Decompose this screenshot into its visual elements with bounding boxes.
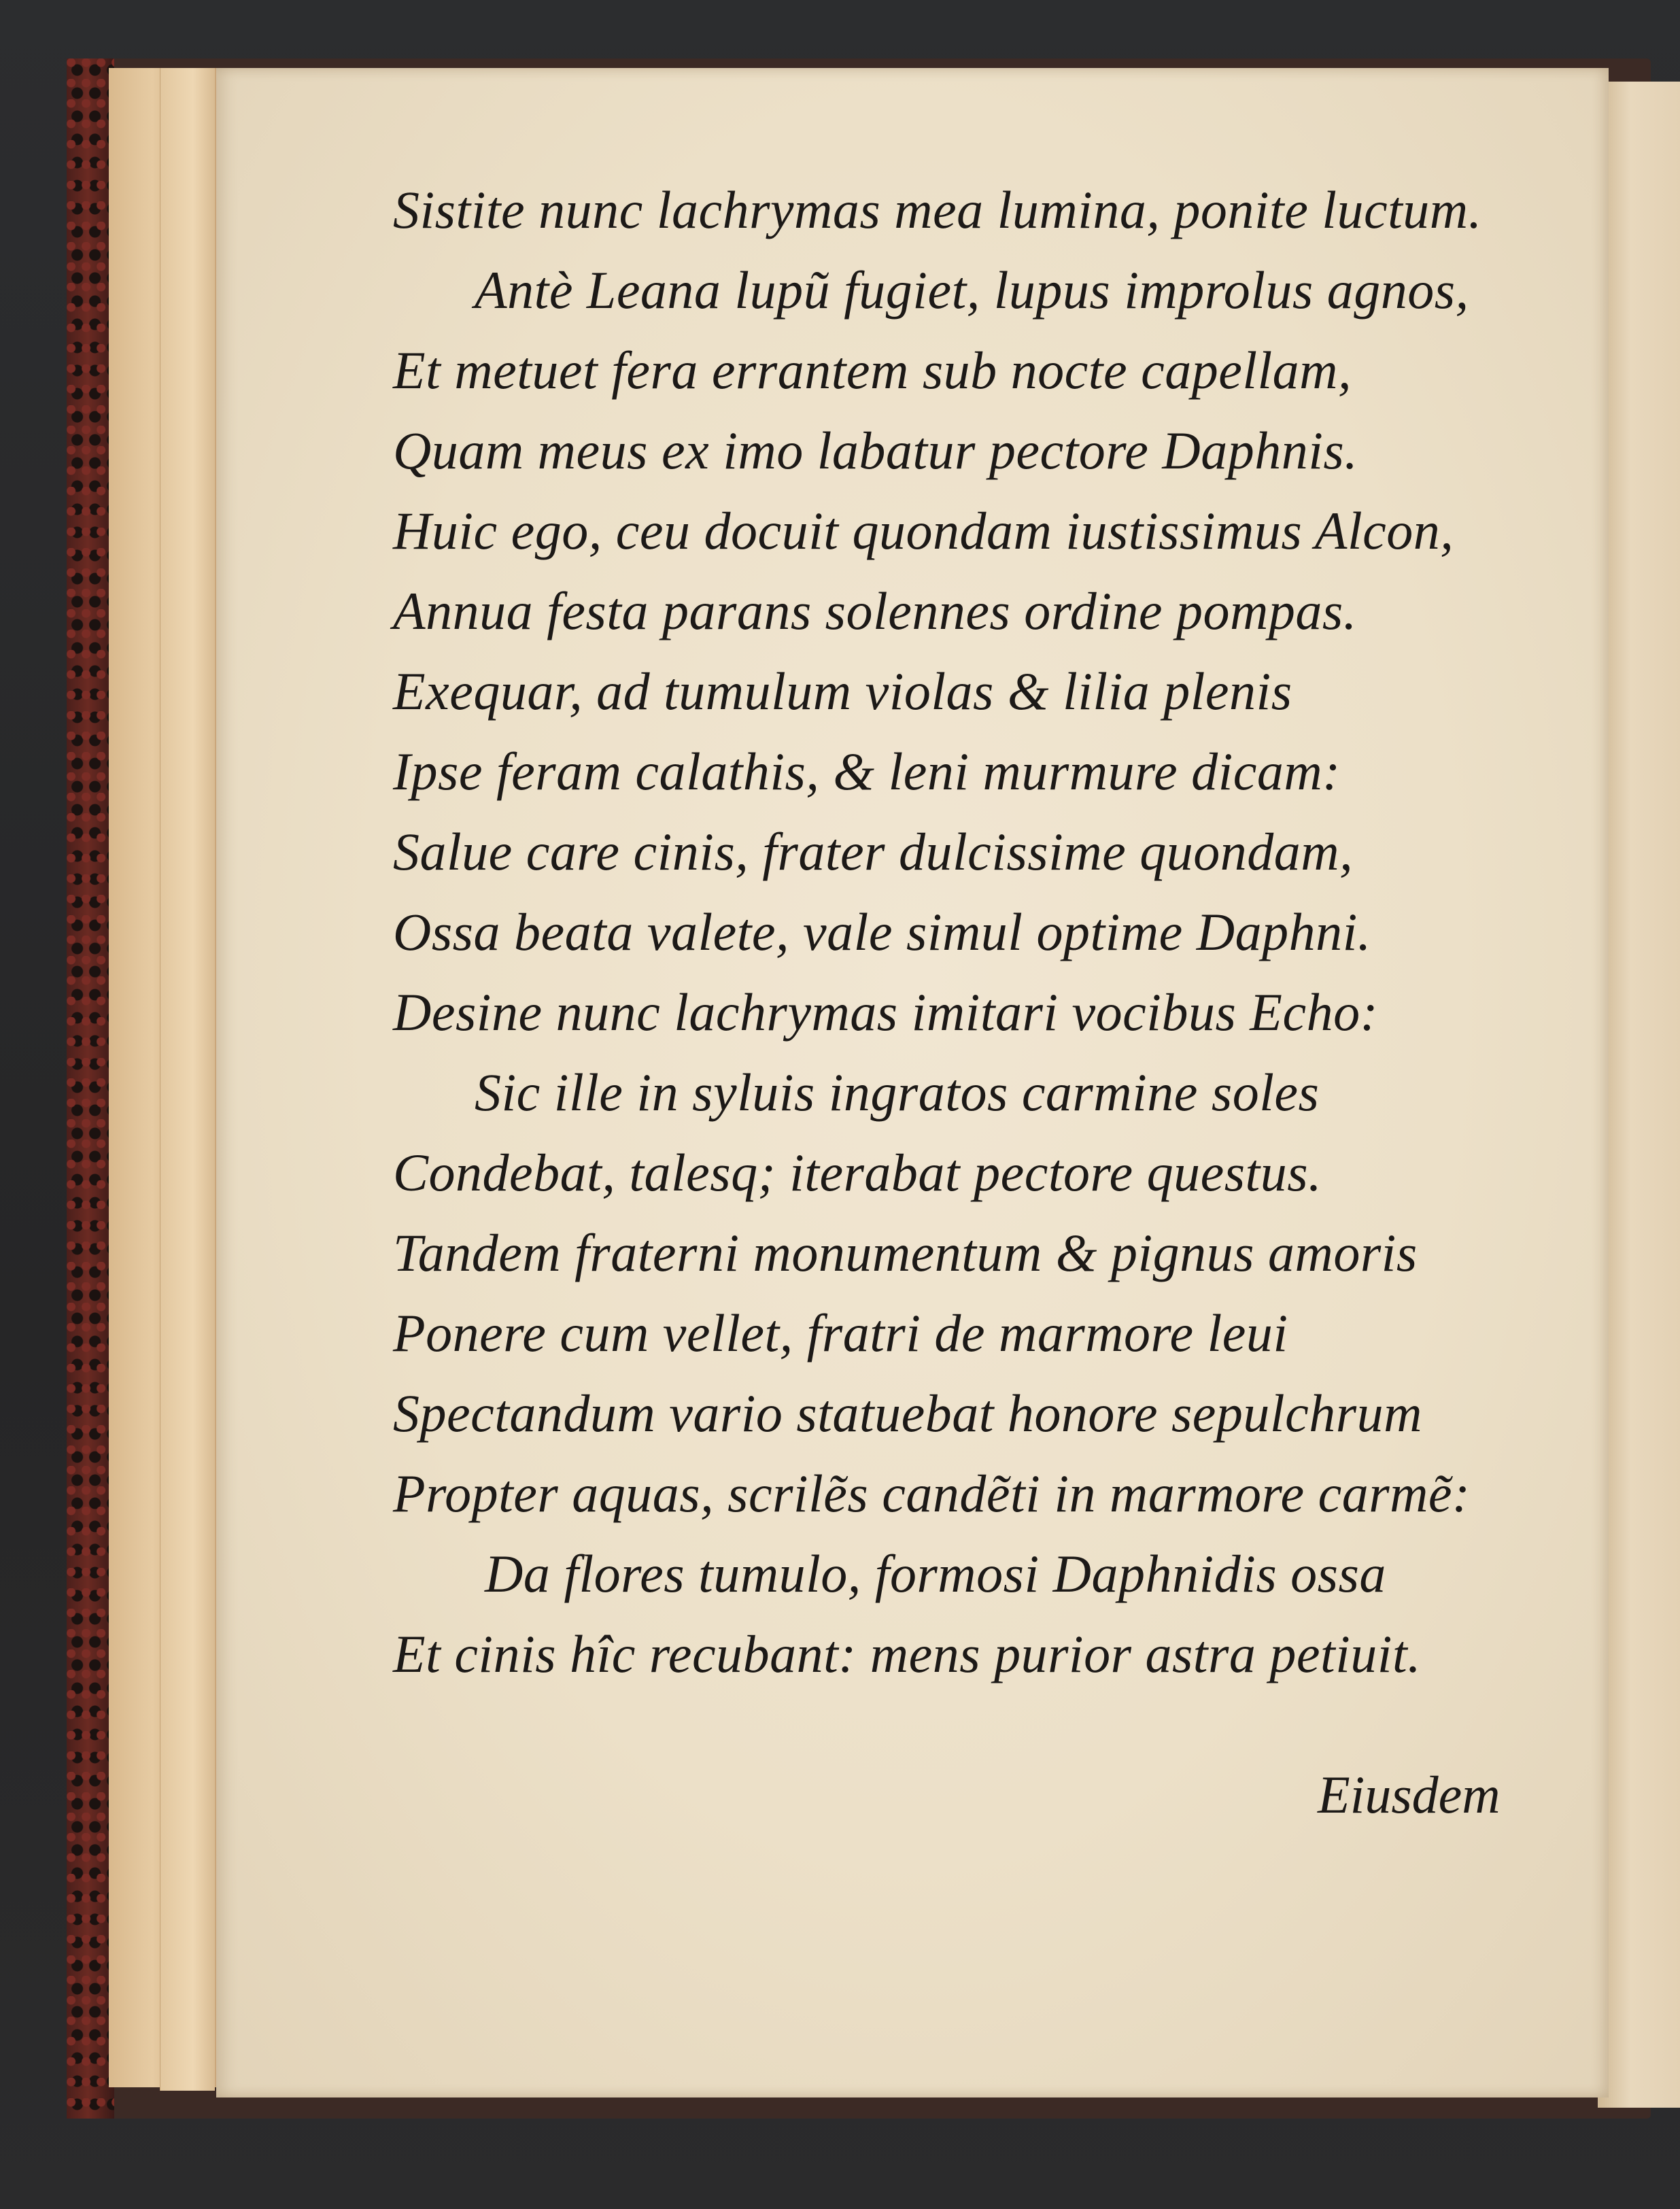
verse-line: Spectandum vario statuebat honore sepulchrum	[393, 1384, 1422, 1443]
verse-line: Salue care cinis, frater dulcissime quondam,	[393, 822, 1354, 881]
catchword: Eiusdem	[1318, 1765, 1501, 1824]
verse-line: Propter aquas, scrilẽs candẽti in marmore carmẽ:	[393, 1464, 1471, 1523]
verse-line: Sistite nunc lachrymas mea lumina, ponite luctum.	[393, 180, 1482, 239]
verse-line: Sic ille in syluis ingratos carmine soles	[475, 1063, 1320, 1122]
verse-line: Ipse feram calathis, & leni murmure dicam:	[393, 742, 1341, 801]
verse-line: Quam meus ex imo labatur pectore Daphnis.	[393, 421, 1358, 480]
verse-line: Et metuet fera errantem sub nocte capellam,	[393, 341, 1352, 400]
facing-page-edge	[1598, 82, 1680, 2108]
verse-line: Annua festa parans solennes ordine pompas.	[393, 581, 1357, 640]
verse-line: Et cinis hîc recubant: mens purior astra petiuit.	[393, 1624, 1422, 1683]
verse-text	[393, 170, 1590, 1694]
verse-line: Exequar, ad tumulum violas & lilia plenis	[393, 662, 1292, 721]
book-spine	[67, 58, 114, 2119]
book-page	[216, 68, 1609, 2097]
verse-line: Condebat, talesq; iterabat pectore questus.	[393, 1143, 1322, 1202]
verse-line: Antè Leana lupũ fugiet, lupus improlus agnos,	[475, 260, 1469, 320]
verse-line: Da flores tumulo, formosi Daphnidis ossa	[485, 1544, 1386, 1603]
verse-line: Ponere cum vellet, fratri de marmore leui	[393, 1303, 1288, 1363]
verse-line: Tandem fraterni monumentum & pignus amoris	[393, 1223, 1418, 1282]
verse-line: Huic ego, ceu docuit quondam iustissimus Alcon,	[393, 501, 1454, 560]
verse-line: Desine nunc lachrymas imitari vocibus Echo:	[393, 982, 1379, 1042]
verse-line: Ossa beata valete, vale simul optime Daphni.	[393, 902, 1371, 961]
page-edges-inner	[160, 68, 215, 2091]
